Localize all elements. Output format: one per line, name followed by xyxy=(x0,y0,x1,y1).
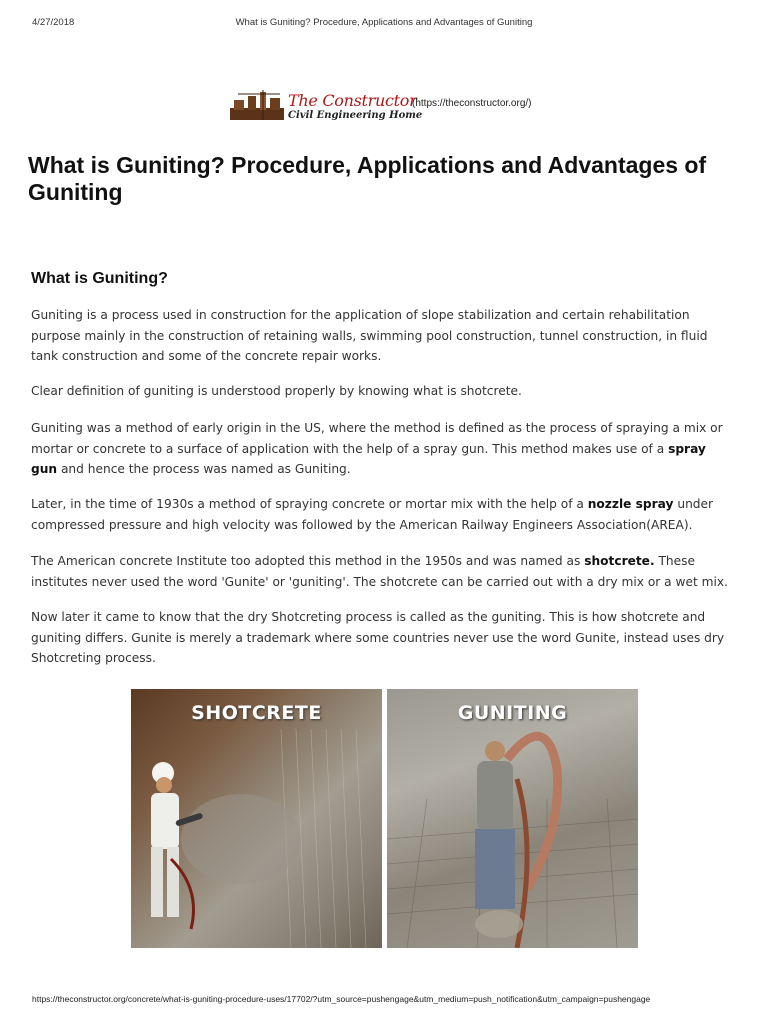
bold-term-spray-gun: spray gun xyxy=(31,441,706,476)
site-logo[interactable] xyxy=(228,88,558,124)
paragraph-origin xyxy=(31,418,736,480)
shotcrete-label: SHOTCRETE xyxy=(191,702,322,724)
paragraph-text: The American concrete Institute too adopted this method in the 1950s and was named as xyxy=(31,554,585,568)
bold-term-shotcrete: shotcrete. xyxy=(584,554,655,568)
paragraph-difference: Now later it came to know that the dry Shotcreting process is called as the guniting. This is how shotcrete and guniting differs. Gunite is merely a trademark where some countries never use the word Gunite, instead uses dry Shotcreting process. xyxy=(31,610,725,665)
section-heading: What is Guniting? xyxy=(31,270,168,287)
bold-term-nozzle-spray: nozzle spray xyxy=(587,497,674,511)
paragraph-text: under compressed pressure and high velocity was followed by the American Railway Engineers Association(AREA). xyxy=(31,497,714,532)
paragraph-definition: Guniting is a process used in construction for the application of slope stabilization and certain rehabilitation purpose mainly in the construction of retaining walls, swimming pool construction, tunnel construction, in fluid tank construction and some of the concrete repair works. xyxy=(31,308,708,363)
article-title: What is Guniting? Procedure, Applications and Advantages of Guniting xyxy=(28,152,707,205)
paragraph-text: These institutes never used the word 'Gunite' or 'guniting'. The shotcrete can be carried out with a dry mix or a wet mix. xyxy=(31,554,728,589)
shotcrete-vs-guniting-figure xyxy=(131,689,638,948)
print-date: 4/27/2018 xyxy=(32,17,75,28)
building-logo-icon xyxy=(228,90,286,122)
guniting-label: GUNITING xyxy=(457,702,568,724)
logo-tagline: Civil Engineering Home xyxy=(288,110,423,121)
shotcrete-worker-illustration xyxy=(131,689,382,948)
paragraph-text: and hence the process was named as Guniting. xyxy=(57,462,351,476)
paragraph-text: Guniting was a method of early origin in the US, where the method is defined as the process of spraying a mix or mortar or concrete to a surface of application with the help of a spray gun. This method makes use of a xyxy=(31,421,723,456)
print-footer-url[interactable]: https://theconstructor.org/concrete/what-is-guniting-procedure-uses/17702/?utm_source=pushengage&utm_medium=push_notification&utm_campaign=pushengage xyxy=(32,994,651,1004)
paragraph-shotcrete-intro: Clear definition of guniting is understood properly by knowing what is shotcrete. xyxy=(31,384,522,398)
paragraph-1930s xyxy=(31,494,736,535)
shotcrete-photo xyxy=(131,689,382,948)
paragraph-aci xyxy=(31,551,736,592)
logo-name: The Constructor xyxy=(288,91,417,110)
logo-url-link[interactable]: (https://theconstructor.org/) xyxy=(412,98,532,109)
guniting-worker-illustration xyxy=(387,689,638,948)
print-header-title: What is Guniting? Procedure, Applications and Advantages of Guniting xyxy=(235,17,533,28)
paragraph-text: Later, in the time of 1930s a method of spraying concrete or mortar mix with the help of a xyxy=(31,497,588,511)
guniting-photo xyxy=(387,689,638,948)
